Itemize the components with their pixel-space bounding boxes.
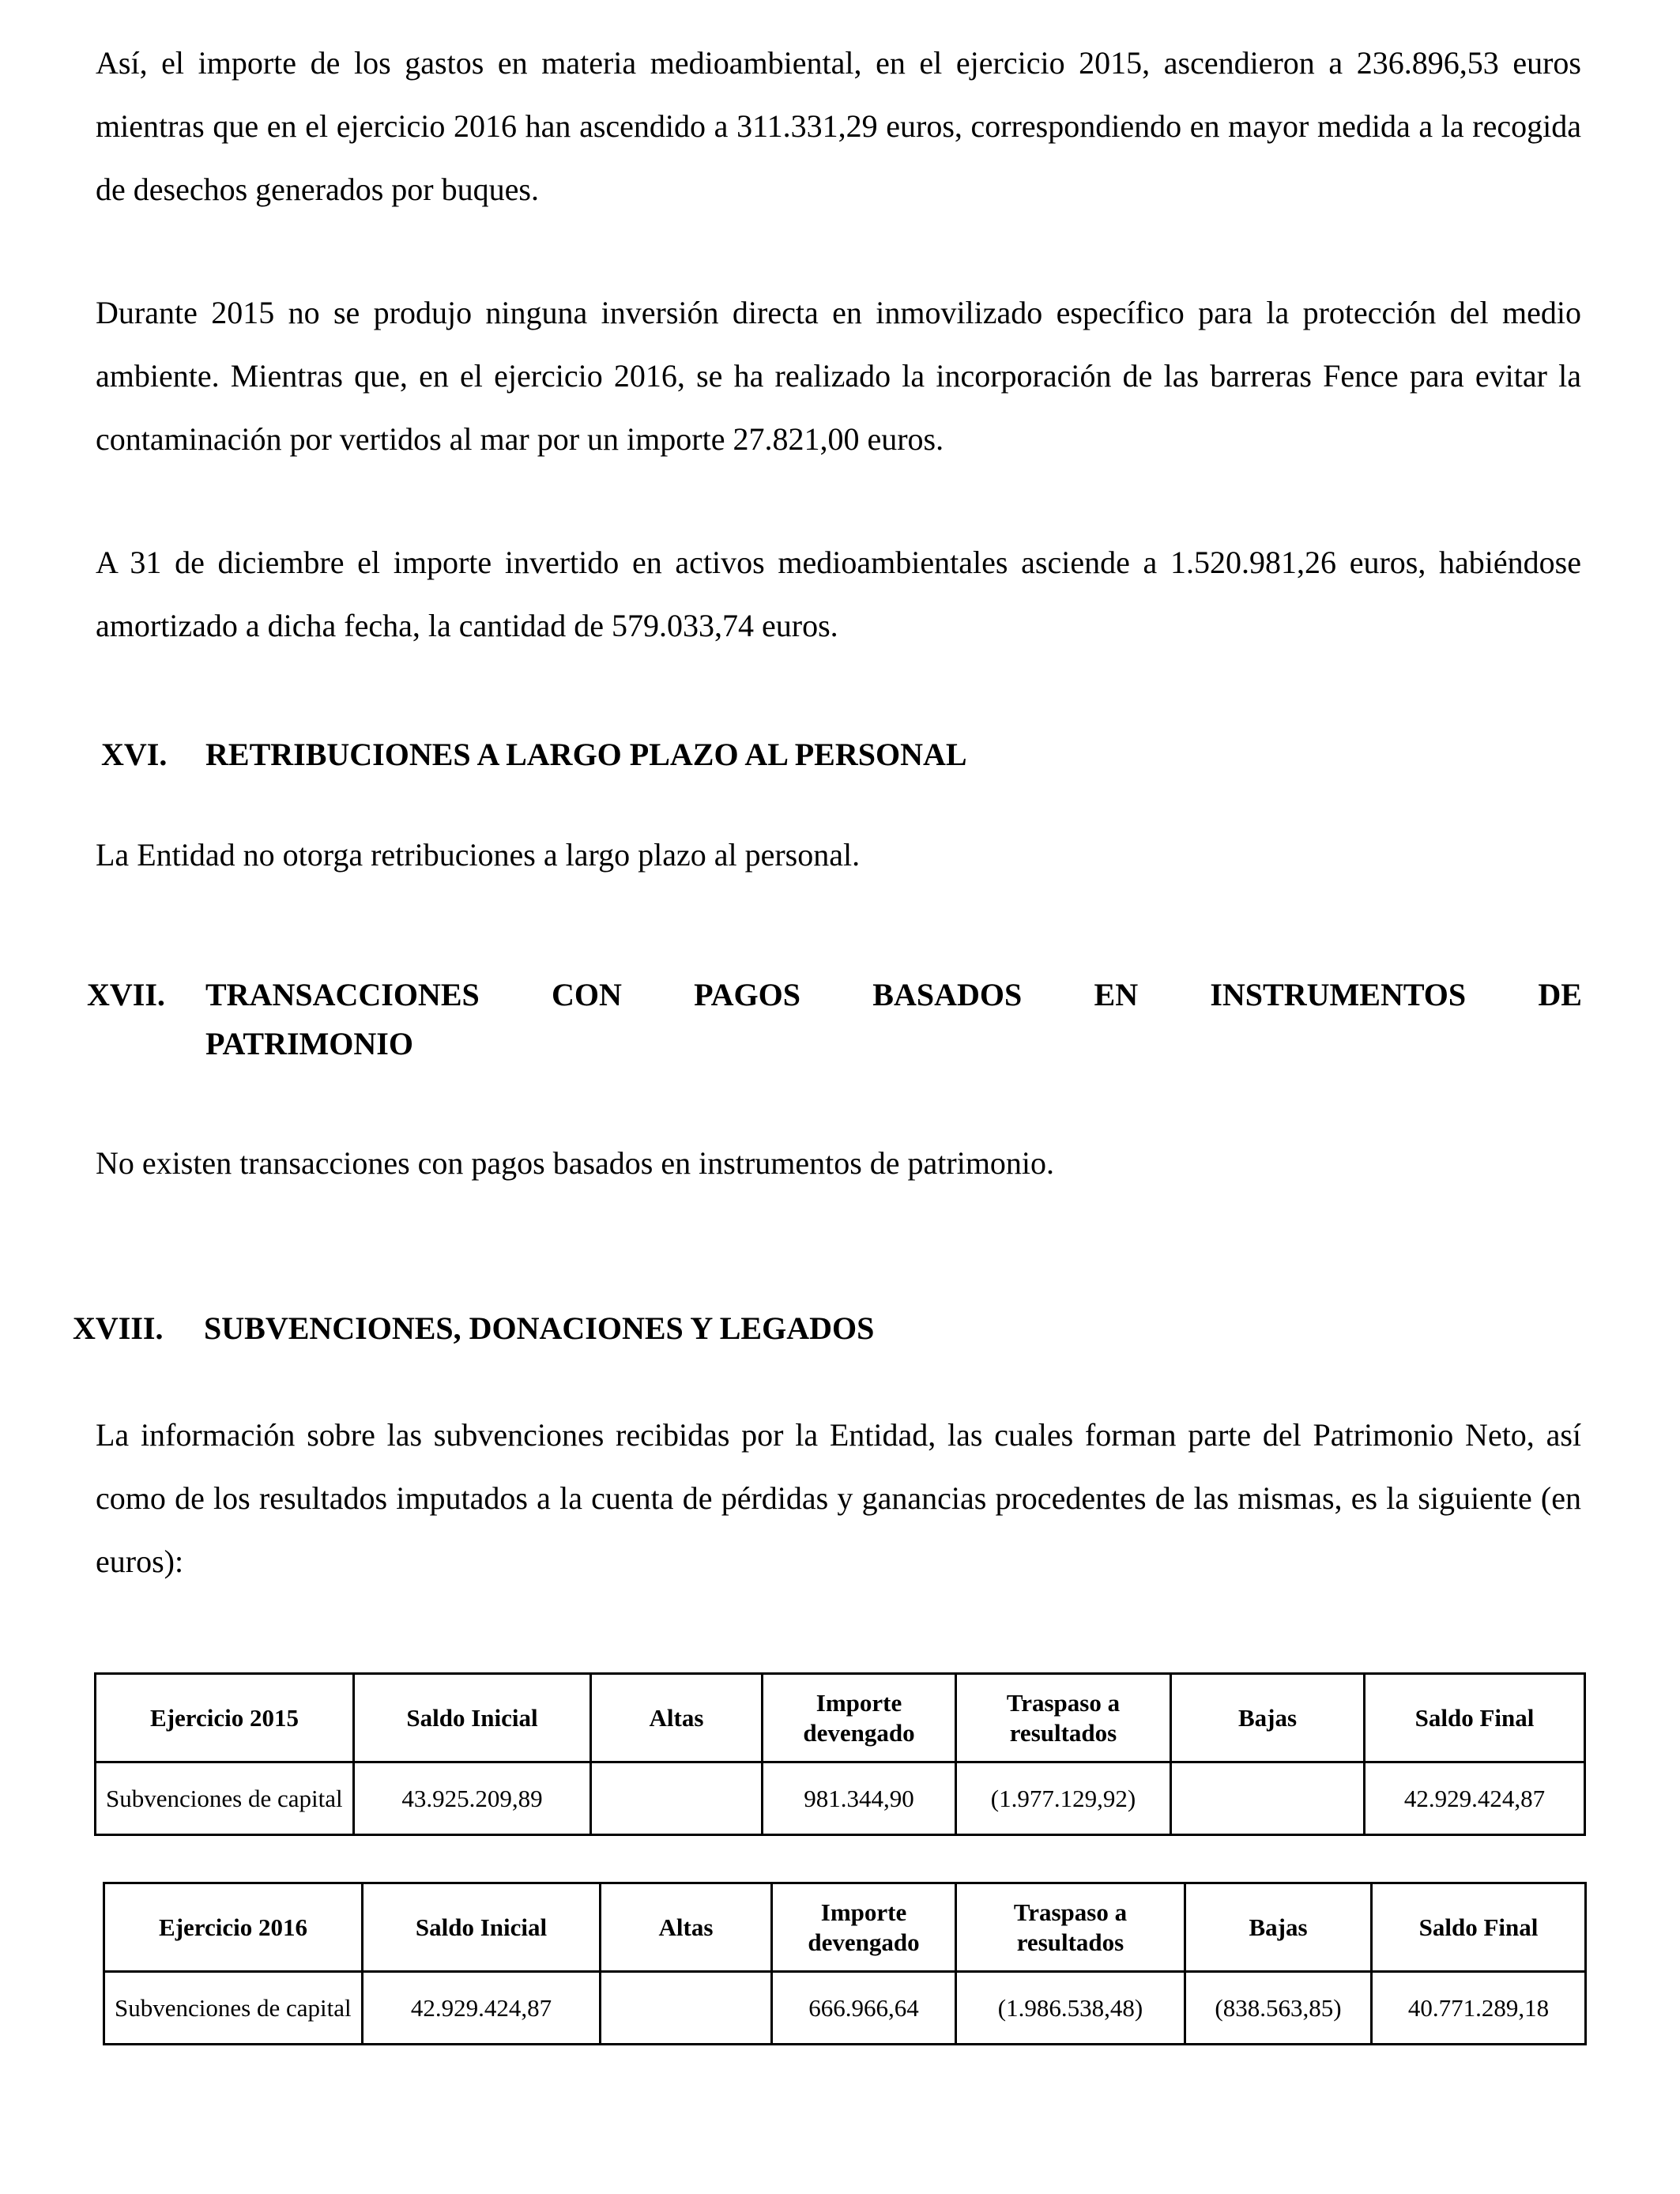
section-number: XVIII.	[73, 1310, 164, 1346]
cell-altas	[591, 1762, 763, 1835]
cell-saldo-final: 42.929.424,87	[1365, 1762, 1585, 1835]
section-heading-xvi	[101, 732, 1587, 778]
cell-bajas: (838.563,85)	[1185, 1972, 1372, 2045]
cell-saldo-inicial: 43.925.209,89	[354, 1762, 591, 1835]
header-altas: Altas	[591, 1674, 763, 1762]
cell-importe-devengado: 666.966,64	[772, 1972, 956, 2045]
paragraph-grants-intro: La información sobre las subvenciones recibidas por la Entidad, las cuales forman parte del Patrimonio Neto, así como de los resultados imputados a la cuenta de pérdidas y ganancias procedentes de las mismas, es la siguiente (en euros):	[96, 1417, 1581, 1579]
header-importe-devengado: Importe devengado	[772, 1883, 956, 1972]
cell-bajas	[1171, 1762, 1365, 1835]
paragraph-environmental-expenses: Así, el importe de los gastos en materia medioambiental, en el ejercicio 2015, ascendieron a 236.896,53 euros mientras que en el ejercicio 2016 han ascendido a 311.331,29 euros, correspondiendo en mayor medida a la recogida de desechos generados por buques.	[96, 45, 1581, 207]
cell-traspaso: (1.986.538,48)	[956, 1972, 1185, 2045]
row-label: Subvenciones de capital	[96, 1762, 354, 1835]
cell-saldo-inicial: 42.929.424,87	[363, 1972, 601, 2045]
cell-saldo-final: 40.771.289,18	[1372, 1972, 1586, 2045]
header-saldo-inicial: Saldo Inicial	[363, 1883, 601, 1972]
header-bajas: Bajas	[1185, 1883, 1372, 1972]
paragraph-equity-payments: No existen transacciones con pagos basados en instrumentos de patrimonio.	[96, 1145, 1055, 1181]
header-ejercicio: Ejercicio 2015	[96, 1674, 354, 1762]
section-heading-xviii	[73, 1306, 1574, 1351]
section-number: XVI.	[101, 737, 168, 772]
paragraph-long-term-remuneration: La Entidad no otorga retribuciones a largo plazo al personal.	[96, 837, 861, 873]
paragraph-environmental-investment: Durante 2015 no se produjo ninguna inversión directa en inmovilizado específico para la protección del medio ambiente. Mientras que, en el ejercicio 2016, se ha realizado la incorporación de las barreras Fence para evitar la contaminación por vertidos al mar por un importe 27.821,00 euros.	[96, 295, 1581, 457]
section-number: XVII.	[87, 977, 165, 1012]
row-label: Subvenciones de capital	[104, 1972, 363, 2045]
cell-traspaso: (1.977.129,92)	[956, 1762, 1171, 1835]
header-traspaso: Traspaso a resultados	[956, 1883, 1185, 1972]
table-header-row	[96, 1674, 1585, 1762]
table-row	[96, 1762, 1585, 1835]
cell-importe-devengado: 981.344,90	[763, 1762, 956, 1835]
header-saldo-final: Saldo Final	[1365, 1674, 1585, 1762]
section-heading-xvii	[87, 972, 1582, 1067]
table-header-row	[104, 1883, 1586, 1972]
cell-altas	[601, 1972, 772, 2045]
grants-table-2016	[103, 1882, 1587, 2045]
paragraph-environmental-assets: A 31 de diciembre el importe invertido en activos medioambientales asciende a 1.520.981,26 euros, habiéndose amortizado a dicha fecha, la cantidad de 579.033,74 euros.	[96, 545, 1581, 643]
section-title: SUBVENCIONES, DONACIONES Y LEGADOS	[204, 1310, 875, 1346]
section-title-line1: TRANSACCIONES CON PAGOS BASADOS EN INSTRUMENTOS DE	[205, 977, 1582, 1012]
section-title: RETRIBUCIONES A LARGO PLAZO AL PERSONAL	[205, 737, 967, 772]
grants-table-2015	[94, 1672, 1586, 1836]
header-ejercicio: Ejercicio 2016	[104, 1883, 363, 1972]
header-importe-devengado: Importe devengado	[763, 1674, 956, 1762]
section-title-line2: PATRIMONIO	[205, 1026, 413, 1061]
header-traspaso: Traspaso a resultados	[956, 1674, 1171, 1762]
header-bajas: Bajas	[1171, 1674, 1365, 1762]
table-row	[104, 1972, 1586, 2045]
header-saldo-inicial: Saldo Inicial	[354, 1674, 591, 1762]
header-altas: Altas	[601, 1883, 772, 1972]
header-saldo-final: Saldo Final	[1372, 1883, 1586, 1972]
